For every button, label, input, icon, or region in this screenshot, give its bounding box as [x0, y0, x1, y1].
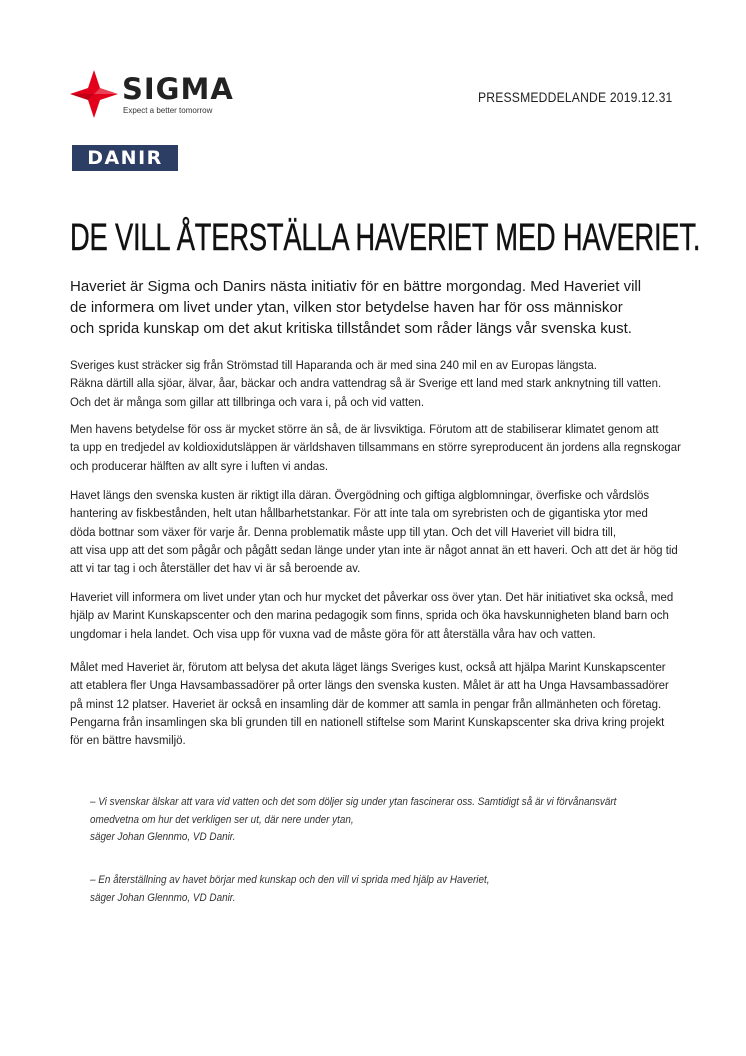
quote-line: omedvetna om hur det verkligen ser ut, där nere under ytan, [90, 813, 354, 826]
paragraph-line: ta upp en tredjedel av koldioxidutsläppen är världshaven tillsammans en större syreproducent än jordens alla regnskogar [70, 440, 681, 455]
paragraph-line: Sveriges kust sträcker sig från Strömstad till Haparanda och är med sina 240 mil en av Europas längsta. [70, 358, 597, 372]
quote-1 [90, 794, 630, 847]
paragraph-line: Målet med Haveriet är, förutom att belysa det akuta läget längs Sveriges kust, också att hjälpa Marint Kunskapscenter [70, 660, 666, 674]
paragraph-line: att vi tar tag i och återställer det hav vi är så beroende av. [70, 561, 361, 576]
paragraph-line: och producerar hälften av allt syre i luften vi andas. [70, 458, 329, 473]
body-paragraph-4 [70, 588, 674, 643]
page-title: DE VILL ÅTERSTÄLLA HAVERIET MED HAVERIET. [70, 217, 701, 259]
sigma-logo [70, 70, 240, 118]
quote-2 [90, 872, 630, 907]
quote-line: säger Johan Glennmo, VD Danir. [90, 891, 236, 904]
paragraph-line: på minst 12 platser. Haveriet är också en insamling där de kommer att samla in pengar från allmänheten och företag. [70, 696, 662, 711]
lead-line: de informera om livet under ytan, vilken stor betydelse haven har för oss människor [70, 299, 623, 316]
paragraph-line: hjälp av Marint Kunskapscenter och den marina pedagogik som finns, sprida och öka havskunnigheten bland barn och [70, 608, 669, 623]
paragraph-line: döda bottnar som växer för varje år. Denna problematik måste upp till ytan. Och det vill Haveriet vill bidra till, [70, 524, 617, 539]
sigma-star-icon [70, 70, 118, 118]
sigma-wordmark: SIGMA [122, 72, 234, 106]
paragraph-line: Räkna därtill alla sjöar, älvar, åar, bäckar och andra vattendrag så är Sverige ett land med stark anknytning till vatten. [70, 376, 662, 391]
sigma-tagline: Expect a better tomorrow [123, 106, 213, 115]
body-paragraph-5 [70, 658, 669, 749]
quote-line: – Vi svenskar älskar att vara vid vatten och det som döljer sig under ytan fascinerar oss. Samtidigt så är vi förvånansvärt [90, 796, 617, 808]
paragraph-line: Pengarna från insamlingen ska bli grunden till en nationell stiftelse som Marint Kunskapscenter ska driva kring projekt [70, 714, 665, 729]
paragraph-line: ungdomar i hela landet. Och visa upp för vuxna vad de måste göra för att återställa våra hav och vatten. [70, 626, 596, 641]
paragraph-line: att visa upp att det som pågår och pågått sedan länge under ytan inte är något annat än ett haveri. Och att det är hög tid [70, 542, 678, 557]
lead-paragraph [70, 276, 690, 339]
paragraph-line: hantering av fiskbestånden, helt utan hållbarhetstankar. För att inte tala om syrebristen och de gigantiska ytor med [70, 506, 648, 521]
lead-line: Haveriet är Sigma och Danirs nästa initiativ för en bättre morgondag. Med Haveriet vill [70, 278, 642, 295]
paragraph-line: för en bättre havsmiljö. [70, 733, 186, 748]
paragraph-line: Och det är många som gillar att tillbringa och vara i, på och vid vatten. [70, 394, 425, 409]
lead-line: och sprida kunskap om det akut kritiska tillståndet som råder längs vår svenska kust. [70, 320, 632, 337]
paragraph-line: att etablera fler Unga Havsambassadörer på orter längs den svenska kusten. Målet är att ha Unga Havsambassadörer [70, 678, 669, 693]
body-paragraph-3 [70, 486, 678, 577]
quote-line: – En återställning av havet börjar med kunskap och den vill vi sprida med hjälp av Haveriet, [90, 874, 490, 886]
quote-line: säger Johan Glennmo, VD Danir. [90, 831, 236, 843]
danir-logo: DANIR [72, 145, 178, 171]
paragraph-line: Haveriet vill informera om livet under ytan och hur mycket det påverkar oss över ytan. Det här initiativet ska också, med [70, 590, 674, 604]
press-release-date: PRESSMEDDELANDE 2019.12.31 [478, 90, 673, 105]
body-paragraph-1 [70, 356, 665, 411]
body-paragraph-2 [70, 420, 681, 475]
paragraph-line: Men havens betydelse för oss är mycket större än så, de är livsviktiga. Förutom att de stabiliserar klimatet genom att [70, 422, 659, 436]
paragraph-line: Havet längs den svenska kusten är riktigt illa däran. Övergödning och giftiga algblomningar, överfiske och vårdslös [70, 488, 650, 502]
